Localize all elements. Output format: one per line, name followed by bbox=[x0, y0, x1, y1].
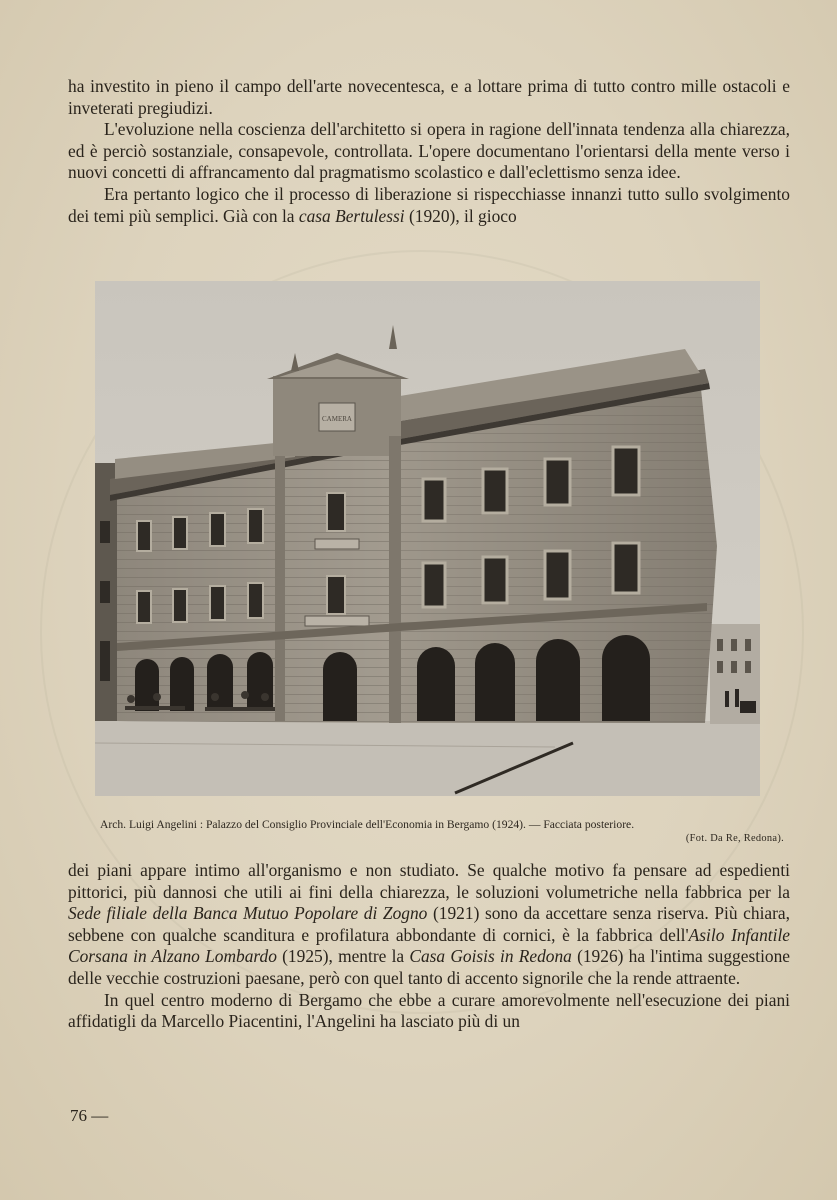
italic-banca-zogno: Sede filiale della Banca Mutuo Popolare di Zogno bbox=[68, 903, 428, 924]
italic-asilo-corsana: Asilo Infantile Corsana in Alzano Lombardo bbox=[68, 924, 790, 967]
paragraph-3: Era pertanto logico che il processo di liberazione si rispecchiasse innanzi tutto sullo svolgimento dei temi più semplici. Già con la casa Bertulessi (1920), il gioco bbox=[68, 183, 790, 226]
caption-text: Arch. Luigi Angelini : Palazzo del Consiglio Provinciale dell'Economia in Bergamo (1924). — Facciata posteriore. bbox=[100, 818, 635, 831]
top-text-block bbox=[68, 76, 790, 227]
building-plaque: CAMERA bbox=[322, 415, 352, 423]
italic-casa-bertulessi: casa Bertulessi bbox=[298, 205, 405, 226]
paragraph-4: dei piani appare intimo all'organismo e non studiato. Se qualche motivo fa pensare ad espedienti pittorici, più dannosi che utili ai fini della chiarezza, le soluzioni volumetriche nella fabbrica per la Sede filiale della Banca Mutuo Popolare di Zogno (1921) sono da accettare senza riserva. Più chiara, sebbene con qualche scanditura e profilatura abbondante di cornici, è la fabbrica dell'Asilo Infantile Corsana in Alzano Lombardo (1925), mentre la Casa Goisis in Redona (1926) ha l'intima suggestione delle vecchie costruzioni paesane, però con quel tanto di accento signorile che la rende attraente. bbox=[68, 860, 791, 988]
bottom-text-block bbox=[68, 860, 790, 1033]
paragraph-5: In quel centro moderno di Bergamo che ebbe a curare amorevolmente nell'esecuzione dei piani affidatigli da Marcello Piacentini, l'Angelini ha lasciato più di un bbox=[68, 989, 790, 1032]
figure-caption bbox=[100, 818, 790, 846]
paragraph-2: L'evoluzione nella coscienza dell'architetto si opera in ragione dell'innata tendenza alla chiarezza, ed è perciò sostanziale, consapevole, controllata. L'opere documentano l'orientarsi della mente verso i nuovi concetti di affrancamento dal pragmatismo scolastico e dall'eclettismo senza idee. bbox=[68, 119, 790, 183]
paragraph-1: ha investito in pieno il campo dell'arte novecentesca, e a lottare prima di tutto contro mille ostacoli e inveterati pregiudizi. bbox=[68, 76, 790, 118]
palazzo-photograph bbox=[95, 281, 760, 796]
photo-credit: (Fot. Da Re, Redona). bbox=[685, 833, 784, 844]
page-number: 76 — bbox=[70, 1106, 109, 1125]
italic-casa-goisis: Casa Goisis in Redona bbox=[409, 946, 572, 967]
